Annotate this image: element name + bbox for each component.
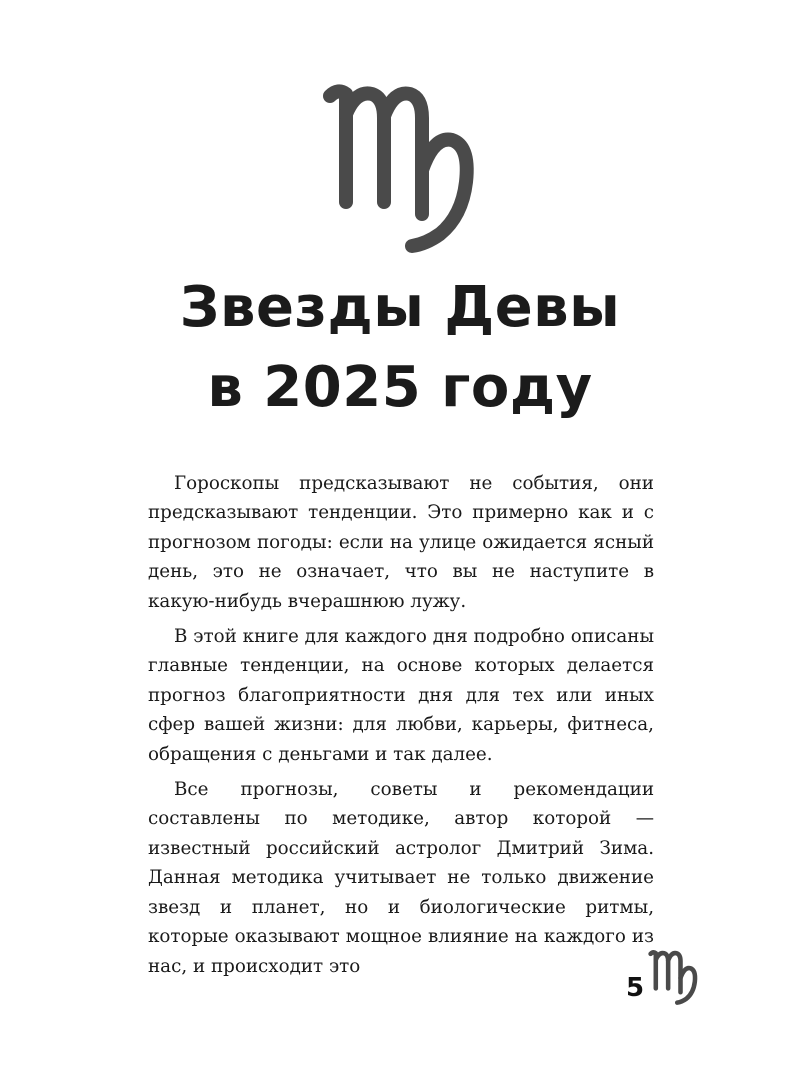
body-text bbox=[148, 469, 654, 981]
chapter-title bbox=[0, 268, 800, 428]
virgo-footer-icon bbox=[648, 944, 700, 1008]
virgo-symbol-icon bbox=[322, 74, 482, 254]
page-number: 5 bbox=[626, 973, 645, 1003]
paragraph-1: Гороскопы предсказывают не события, они предсказывают тенденции. Это примерно как и с прогнозом погоды: если на улице ожидается ясный день, это не означает, что вы не наступите в какую-нибудь вчерашнюю лужу. bbox=[148, 473, 654, 612]
paragraph-3: Все прогнозы, советы и рекомендации составлены по методике, автор которой — известный российский астролог Дмитрий Зима. Данная методика учитывает не только движение звезд и планет, но и биологические ритмы, которые оказывают мощное влияние на каждого из нас, и происходит это bbox=[148, 779, 654, 977]
title-line-1: Звезды Девы bbox=[179, 275, 621, 340]
paragraph-2: В этой книге для каждого дня подробно описаны главные тенденции, на основе которых делается прогноз благоприятности дня для тех или иных сфер вашей жизни: для любви, карьеры, фитнеса, обращения с деньгами и так далее. bbox=[148, 626, 654, 765]
title-line-2: в 2025 году bbox=[207, 355, 593, 420]
